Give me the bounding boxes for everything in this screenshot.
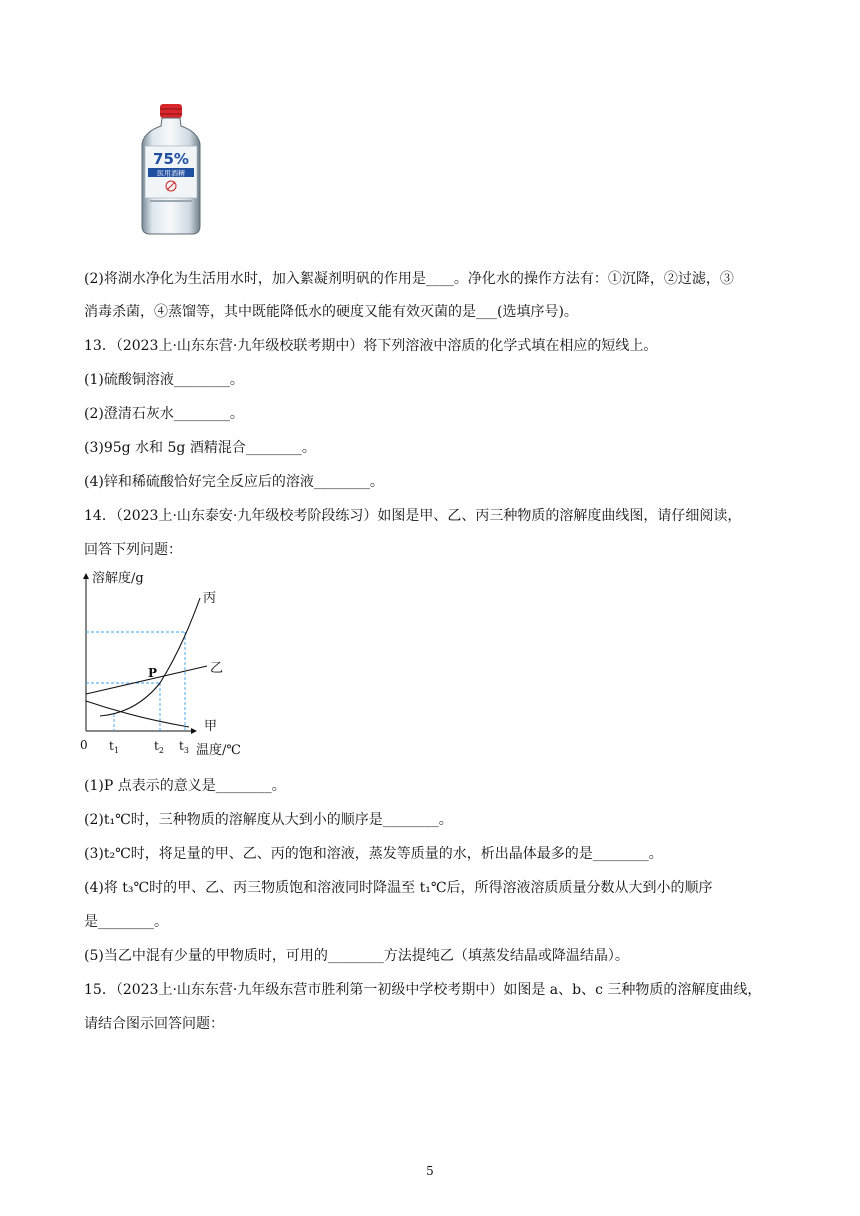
x-tick-t1: $t_1$	[109, 739, 119, 755]
q13-part4: (4)锌和稀硫酸恰好完全反应后的溶液________。	[84, 474, 384, 490]
q13-part3: (3)95g 水和 5g 酒精混合________。	[84, 440, 316, 456]
q14-part2: (2)t₁℃时，三种物质的溶解度从大到小的顺序是________。	[84, 812, 453, 828]
q12-part2-line2: 消毒杀菌，④蒸馏等，其中既能降低水的硬度又能有效灭菌的是___(选填序号)。	[84, 304, 578, 320]
q14-part4-line1: (4)将 t₃℃时的甲、乙、丙三物质饱和溶液同时降温至 t₁℃后，所得溶液溶质质量分数从大到小的顺序	[84, 880, 713, 896]
q14-title-line1: 14．（2023上·山东泰安·九年级校考阶段练习）如图是甲、乙、丙三种物质的溶解度曲线图，请仔细阅读，	[84, 508, 742, 524]
q14-part1: (1)P 点表示的意义是________。	[84, 778, 286, 794]
q13-part2: (2)澄清石灰水________。	[84, 406, 244, 422]
y-axis-label: 溶解度/g	[92, 571, 144, 586]
origin-label: 0	[80, 738, 88, 752]
q14-part3: (3)t₂℃时，将足量的甲、乙、丙的饱和溶液，蒸发等质量的水，析出晶体最多的是________。	[84, 846, 663, 862]
series-line-jia	[86, 701, 189, 727]
q13-title: 13．（2023上·山东东营·九年级校联考期中）将下列溶液中溶质的化学式填在相应的短线上。	[84, 338, 658, 354]
q12-part2-line1: (2)将湖水净化为生活用水时，加入絮凝剂明矾的作用是____。净化水的操作方法有：①沉降，②过滤，③	[84, 271, 734, 287]
series-label-bing: 丙	[203, 591, 217, 606]
series-line-yi	[86, 666, 207, 694]
q14-part5: (5)当乙中混有少量的甲物质时，可用的________方法提纯乙（填蒸发结晶或降温结晶）。	[84, 948, 629, 964]
q14-title-line2: 回答下列问题：	[84, 542, 182, 558]
bottle-label: 医用酒精	[157, 169, 185, 178]
x-axis-label: 温度/℃	[196, 743, 241, 758]
page-number: 5	[426, 1164, 434, 1178]
x-tick-t2: $t_2$	[154, 739, 164, 755]
q13-part1: (1)硫酸铜溶液________。	[84, 372, 244, 388]
q15-title-line2: 请结合图示回答问题：	[84, 1016, 224, 1032]
alcohol-bottle-image	[140, 104, 202, 236]
solubility-chart	[76, 568, 256, 758]
point-p-label: P	[148, 666, 158, 680]
series-label-jia: 甲	[204, 719, 218, 734]
q15-title-line1: 15．（2023上·山东东营·九年级东营市胜利第一初级中学校考期中）如图是 a、b、c 三种物质的溶解度曲线，	[84, 982, 762, 998]
series-label-yi: 乙	[210, 661, 224, 676]
x-tick-t3: $t_3$	[179, 739, 189, 755]
bottle-percent: 75%	[153, 150, 189, 168]
q14-part4-line2: 是________。	[84, 914, 168, 930]
